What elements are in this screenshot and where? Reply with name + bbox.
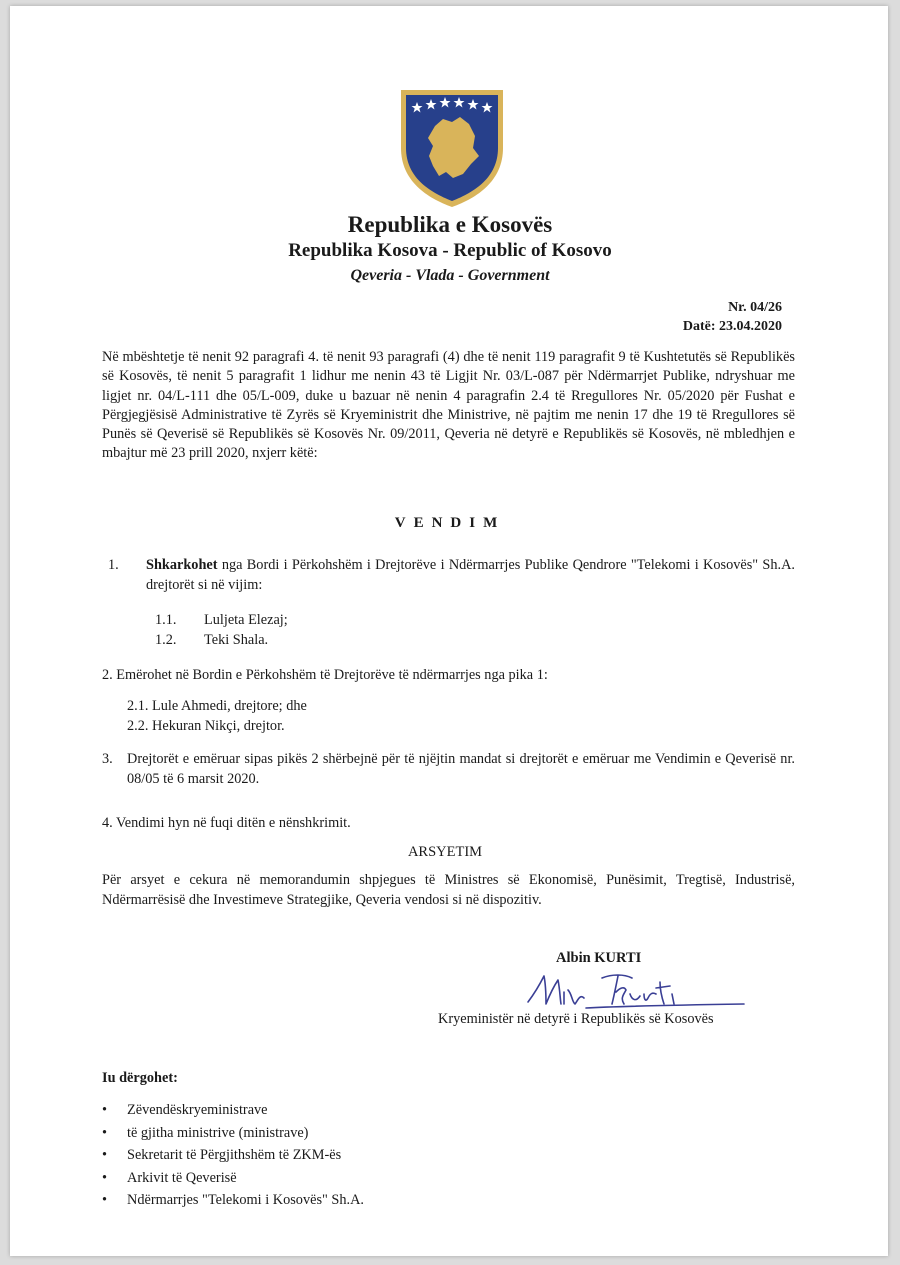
point-1-text (146, 556, 795, 595)
recipient-item (102, 1189, 364, 1212)
justification-text: Për arsyet e cekura në memorandumin shpjegues të Ministres së Ekonomisë, Punësimit, Tregtisë, Industrisë, Ndërmarrësisë dhe Investimeve Strategjike, Qeveria vendosi si në dispozitiv. (102, 872, 795, 908)
point-2-text: 2. Emërohet në Bordin e Përkohshëm të Drejtorëve të ndërmarrjes nga pika 1: (102, 667, 548, 683)
bullet-icon: • (102, 1169, 108, 1186)
recipient-item (102, 1167, 364, 1190)
document-number: Nr. 04/26 (728, 300, 782, 315)
point-2-1-text: 2.1. Lule Ahmedi, drejtore; dhe (127, 698, 307, 714)
point-1-body: nga Bordi i Përkohshëm i Drejtorëve i Ndërmarrjes Publike Qendrore "Telekomi i Kosovës" Sh.A. drejtorët si në vijim: (146, 557, 795, 593)
recipients-list (102, 1099, 364, 1212)
handwritten-signature (520, 964, 760, 1016)
signer-title: Kryeministër në detyrë i Republikës së Kosovës (438, 1011, 714, 1027)
bullet-icon: • (102, 1147, 108, 1163)
point-1-keyword: Shkarkohet (146, 557, 218, 573)
recipient-text: Arkivit të Qeverisë (127, 1169, 237, 1186)
point-1-1-text: Luljeta Elezaj; (204, 612, 288, 628)
document-page (10, 6, 888, 1256)
point-3-text: Drejtorët e emëruar sipas pikës 2 shërbejnë për të njëjtin mandat si drejtorët e emëruar me Vendimin e Qeverisë nr. 08/05 të 6 marsit 2020. (127, 751, 795, 787)
point-1-2-text: Teki Shala. (204, 632, 269, 648)
header-republic-albanian: Republika e Kosovës (347, 212, 553, 237)
point-2-2-text: 2.2. Hekuran Nikçi, drejtor. (127, 718, 285, 734)
bullet-icon: • (102, 1192, 108, 1208)
recipient-item (102, 1099, 364, 1122)
point-1-1-number: 1.1. (155, 612, 177, 628)
header-government: Qeveria - Vlada - Government (350, 267, 550, 284)
intro-paragraph: Në mbështetje të nenit 92 paragrafi 4. të nenit 93 paragrafi (4) dhe të nenit 119 paragrafit 9 të Kushtetutës së Republikës së Kosovës, të nenit 5 paragrafit 1 lidhur me nenin 43 të Ligjit Nr. 03/L-087 për Ndërmarrjet Publike, ndryshuar me ligjet nr. 04/L-111 dhe 05/L-009, duke u bazuar në nenin 4 paragrafin 2.4 të Rregullores Nr. 05/2020 për Fushat e Përgjegjësisë Administrative të Zyrës së Kryeministrit dhe Ministrive, në pajtim me nenin 17 dhe 19 të Rregullores së Punës së Qeverisë së Republikës së Kosovës Nr. 09/2011, Qeveria në detyrë e Republikës së Kosovës, në mbledhjen e mbajtur më 23 prill 2020, nxjerr këtë: (102, 349, 795, 462)
bullet-icon: • (102, 1102, 108, 1118)
document-date: Datë: 23.04.2020 (682, 319, 782, 334)
bullet-icon: • (102, 1124, 108, 1141)
kosovo-coat-of-arms-emblem (397, 86, 507, 210)
decision-title: VENDIM (394, 515, 506, 531)
recipient-text: të gjitha ministrive (ministrave) (127, 1124, 309, 1141)
justification-title: ARSYETIM (407, 844, 483, 860)
point-1-2-number: 1.2. (155, 632, 177, 648)
recipients-title: Iu dërgohet: (102, 1070, 178, 1086)
signer-name: Albin KURTI (556, 950, 642, 966)
point-1-number: 1. (108, 557, 119, 573)
recipient-text: Sekretarit të Përgjithshëm të ZKM-ës (127, 1147, 342, 1163)
point-4-text: 4. Vendimi hyn në fuqi ditën e nënshkrimit. (102, 815, 351, 831)
recipient-text: Ndërmarrjes "Telekomi i Kosovës" Sh.A. (127, 1192, 364, 1208)
recipient-item (102, 1122, 364, 1145)
header-republic-serbian-english: Republika Kosova - Republic of Kosovo (288, 240, 612, 261)
recipient-item (102, 1144, 364, 1167)
recipient-text: Zëvendëskryeministrave (127, 1102, 268, 1118)
point-3-number: 3. (102, 751, 113, 767)
